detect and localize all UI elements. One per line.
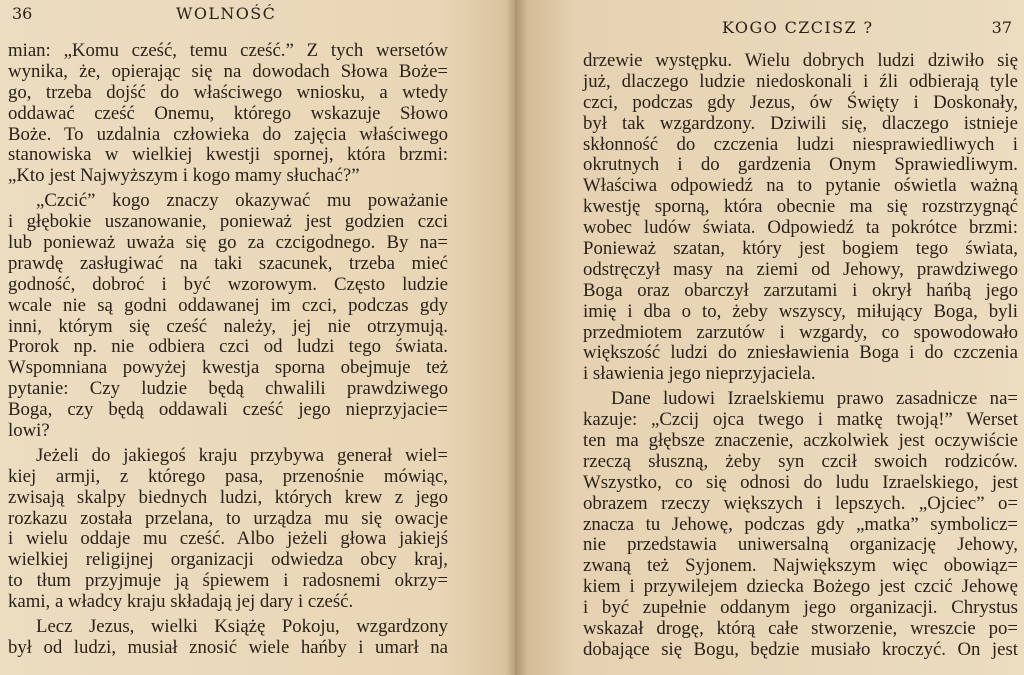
text-line: i głębokie uszanowanie, ponieważ jest godzien czci xyxy=(8,211,448,233)
page-body xyxy=(583,51,1018,661)
text-line: oddawać cześć Onemu, którego wskazuje Słowo xyxy=(8,102,448,124)
text-line: to tłum przyjmuje ją śpiewem i radosnemi okrzy= xyxy=(8,570,448,592)
text-line: lowi? xyxy=(8,420,50,442)
text-line: wcale nie są godni oddawanej im czci, podczas gdy xyxy=(8,294,448,316)
text-line: rozkazu została przelana, to urządza mu się owacje xyxy=(8,507,448,529)
text-line: Ponieważ szatan, który jest bogiem tego świata, xyxy=(583,238,1018,260)
text-line: wobec ludów świata. Odpowiedź ta pokrótce brzmi: xyxy=(583,217,1018,239)
text-line: godność, dobroć i być wzorowym. Często ludzie xyxy=(8,273,448,295)
text-line: był tak wzgardzony. Dziwili się, dlaczego istnieje xyxy=(583,112,1018,134)
text-line: Boże. To uzdalnia człowieka do zajęcia właściwego xyxy=(8,123,448,145)
text-line: Prorok np. nie odbiera czci od ludzi tego świata. xyxy=(8,336,448,358)
text-line: był od ludzi, musiał znosić wiele hańby i umarł na xyxy=(8,636,448,658)
text-line: kami, a władcy kraju składają jej dary i cześć. xyxy=(8,591,354,613)
text-line: Boga, czy będą oddawali cześć jego nieprzyjacie= xyxy=(8,399,448,421)
text-line: imię i dba o to, żeby wszyscy, miłujący Boga, byli xyxy=(583,300,1018,322)
text-line: drzewie występku. Wielu dobrych ludzi dziwiło się xyxy=(583,50,1018,71)
text-line: inni, którym się cześć należy, jej nie otrzymują. xyxy=(8,315,448,337)
text-line: kiem i przywilejem dziecka Bożego jest czcić Jehowę xyxy=(583,576,1018,598)
text-line: obrazem rzeczy większych i lepszych. „Ojciec” o= xyxy=(583,492,1018,514)
text-line: mian: „Komu cześć, temu cześć.” Z tych wersetów xyxy=(8,40,448,61)
paragraph xyxy=(8,446,448,613)
running-head: KOGO CZCISZ ? xyxy=(722,18,874,37)
text-line: wskazał drogę, którą całe stworzenie, wreszcie po= xyxy=(583,618,1018,640)
text-line: odstręczył masy na ziemi od Jehowy, prawdziwego xyxy=(583,258,1018,280)
text-line: Lecz Jezus, wielki Książę Pokoju, wzgardzony xyxy=(36,616,448,638)
text-line: kiej armji, z którego pasa, przenośnie mówiąc, xyxy=(8,465,448,487)
text-line: Wszystko, co się odnosi do ludu Izraelskiego, jest xyxy=(583,471,1018,493)
text-line: ten ma głębsze znaczenie, aczkolwiek jest oczywiście xyxy=(583,430,1018,452)
text-line: Jeżeli do jakiegoś kraju przybywa generał wiel= xyxy=(36,444,448,466)
page-number: 36 xyxy=(12,4,33,23)
text-line: przedmiotem zarzutów i wzgardy, co spowodowało xyxy=(583,321,1018,343)
paragraph xyxy=(8,191,448,442)
text-line: czci, podczas gdy Jezus, ów Święty i Doskonały, xyxy=(583,91,1018,113)
paragraph xyxy=(583,389,1018,661)
text-line: wynika, że, opierając się na dowodach Słowa Boże= xyxy=(8,60,448,82)
running-head: WOLNOŚĆ xyxy=(176,4,277,23)
text-line: dobające się Bogu, będzie musiało kroczyć. On jest xyxy=(583,638,1018,660)
text-line: rzeczą słuszną, żeby syn czcił swoich rodziców. xyxy=(583,450,1018,472)
text-line: pytanie: Czy ludzie będą chwalili prawdziwego xyxy=(8,378,448,400)
text-line: Dane ludowi Izraelskiemu prawo zasadnicze na= xyxy=(611,388,1018,410)
paragraph xyxy=(8,617,448,659)
page-body xyxy=(8,41,448,659)
text-line: „Kto jest Najwyższym i kogo mamy słuchać?” xyxy=(8,165,360,187)
text-line: znacza tu Jehowę, podczas gdy „matka” symbolicz= xyxy=(583,513,1018,535)
text-line: prawdę zasługiwać na taki szacunek, trzeba mieć xyxy=(8,252,448,274)
text-line: okrutnych i do gardzenia Onym Sprawiedliwym. xyxy=(583,154,1018,176)
text-line: „Czcić” kogo znaczy okazywać mu poważanie xyxy=(36,190,448,212)
book-gutter xyxy=(505,0,527,675)
text-line: lub ponieważ uważa się go za czcigodnego. By na= xyxy=(8,232,448,254)
text-line: Wspomniana powyżej kwestja sporna obejmuje też xyxy=(8,357,448,379)
text-line: kwestję sporną, która obecnie ma się rozstrzygnąć xyxy=(583,196,1018,218)
text-line: kazuje: „Czcij ojca twego i matkę twoją!” Werset xyxy=(583,409,1018,431)
paragraph xyxy=(583,51,1018,385)
text-line: i sławienia jego nieprzyjaciela. xyxy=(583,363,816,385)
text-line: i wielu oddaje mu cześć. Albo jeżeli głowa jakiejś xyxy=(8,528,448,550)
text-line: większość ludzi do zniesławienia Boga i do czczenia xyxy=(583,342,1018,364)
text-line: zwisają skalpy biednych ludzi, których krew z jego xyxy=(8,486,448,508)
text-line: Właściwa odpowiedź na to pytanie oświetla ważną xyxy=(583,175,1018,197)
right-page xyxy=(515,0,1024,675)
text-line: już, dlaczego ludzie niedoskonali i źli odbierają tyle xyxy=(583,70,1018,92)
text-line: stanowiska w wielkiej kwestji spornej, która brzmi: xyxy=(8,144,448,166)
paragraph xyxy=(8,41,448,187)
text-line: Boga oraz obarczył zarzutami i okrył hańbą jego xyxy=(583,279,1018,301)
text-line: wielkiej religijnej organizacji odwiedza obcy kraj, xyxy=(8,549,448,571)
text-line: go, trzeba dojść do właściwego wniosku, a wtedy xyxy=(8,81,448,103)
text-line: nie przedstawia uniwersalną organizację Jehowy, xyxy=(583,534,1018,556)
text-line: skłonność do czczenia ludzi niesprawiedliwych i xyxy=(583,133,1018,155)
page-number: 37 xyxy=(991,18,1012,37)
text-line: i być zupełnie oddanym jego organizacji. Chrystus xyxy=(583,597,1018,619)
text-line: zwaną też Syjonem. Największym więc obowiąz= xyxy=(583,555,1018,577)
